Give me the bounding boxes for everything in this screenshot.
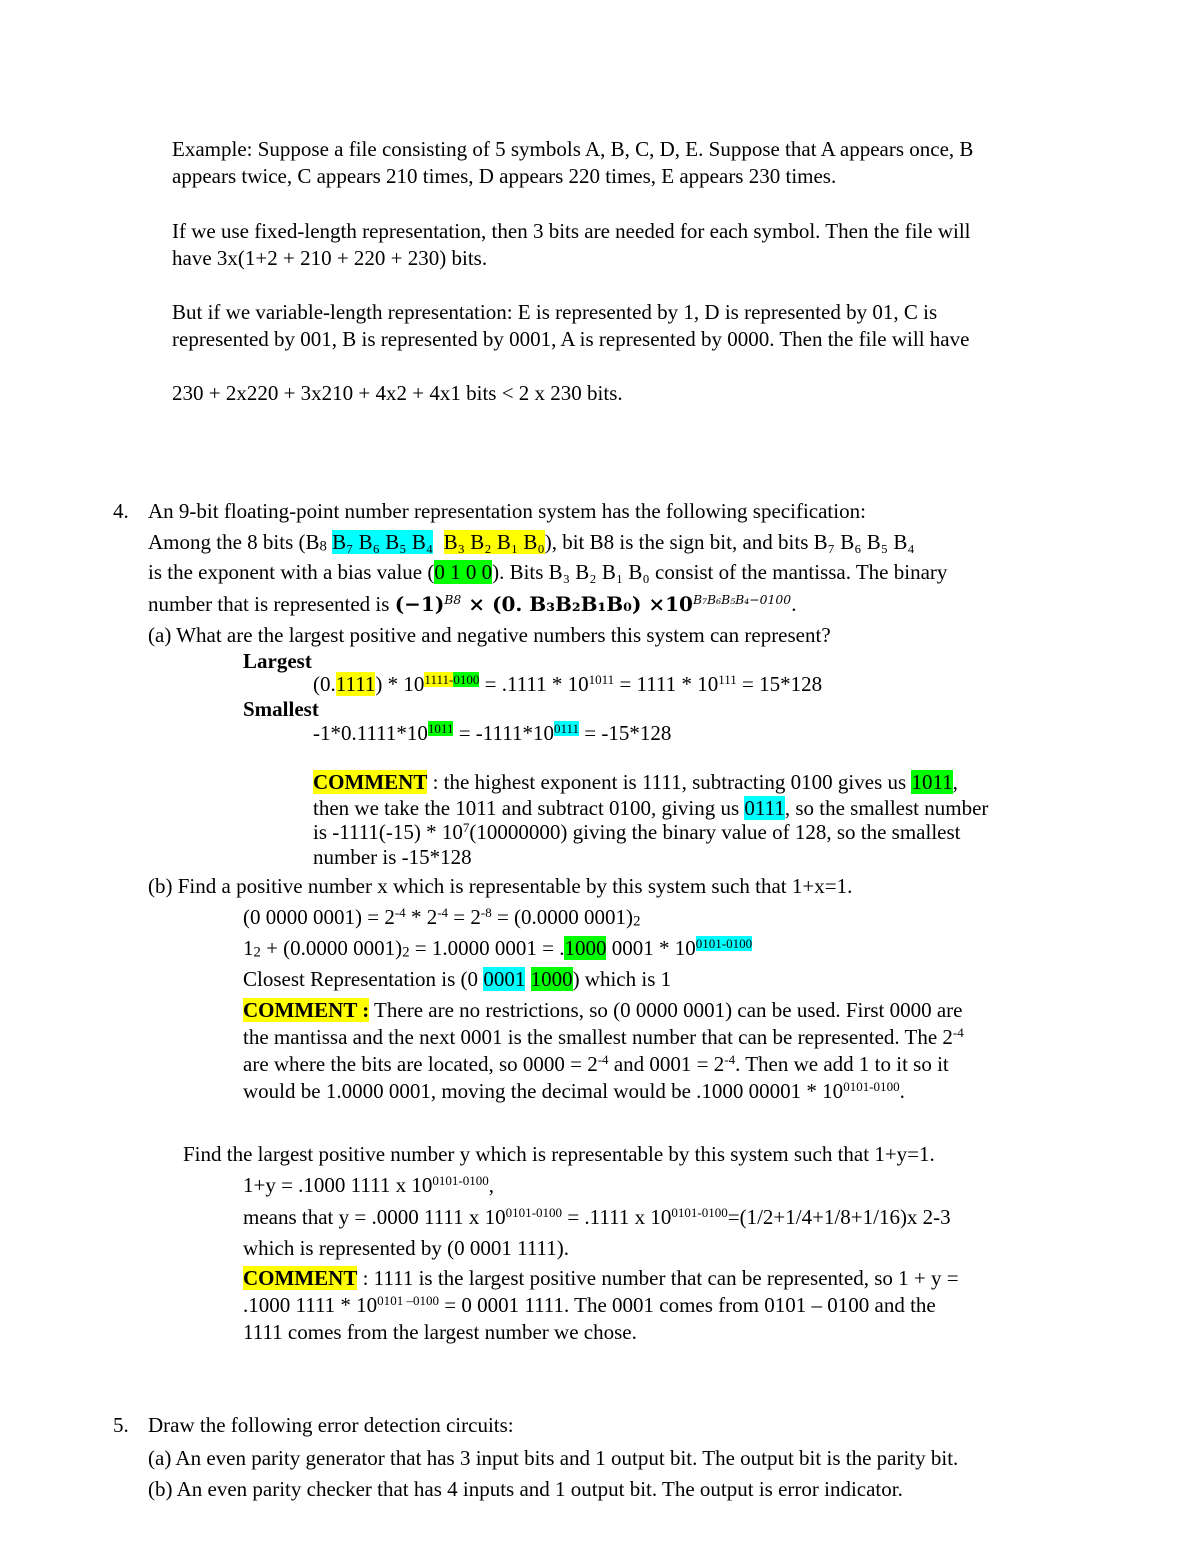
comment-label: COMMENT: [313, 770, 428, 794]
comment-b-line-2: the mantissa and the next 0001 is the smallest number that can be represented. The $2^{-4}$: [243, 1024, 964, 1049]
bias-highlight: 0 1 0 0: [434, 560, 493, 584]
question-5-number: 5.: [113, 1413, 129, 1437]
question-5b: (b) An even parity checker that has 4 inputs and 1 output bit. The output is error indicator.: [148, 1477, 903, 1501]
smallest-calculation: $-1*0.1111*10^{1011} = -1111*10^{0111} = -15*128$: [313, 720, 672, 745]
q4-bias-line: is the exponent with a bias value (0 1 0 0). Bits B₃ B₂ B₁ B₀ consist of the mantissa. The binary: [148, 560, 948, 584]
question-5a: (a) An even parity generator that has 3 input bits and 1 output bit. The output bit is the parity bit.: [148, 1446, 959, 1470]
y-calc-line-1: 1+y = .1000 1111 x $10^{0101-0100}$,: [243, 1172, 495, 1197]
fixed-length-line-1: If we use fixed-length representation, then 3 bits are needed for each symbol. Then the file will: [172, 219, 971, 243]
fixed-length-line-2: have 3x(1+2 + 210 + 220 + 230) bits.: [172, 246, 488, 270]
question-4-number: 4.: [113, 499, 129, 523]
comment-a-line-1: COMMENT : the highest exponent is 1111, subtracting 0100 gives us 1011,: [313, 770, 958, 794]
question-4a: (a) What are the largest positive and negative numbers this system can represent?: [148, 623, 831, 647]
closest-representation: Closest Representation is (0 0001 1000) which is 1: [243, 967, 672, 991]
comment-y-line-2: .1000 $1111 * 10^{0101 -0100} = 0$ 0001 1111. The 0001 comes from 0101 – 0100 and the: [243, 1292, 936, 1317]
q4-bit-layout-line: Among the 8 bits ($B_8$ B₇ B₆ B₅ B₄ B₃ B₂ B₁ B₀), bit B8 is the sign bit, and bits B₇ B₆ B₅ B₄: [148, 530, 915, 555]
b-calc-line-1: (0 0000 $0001) = 2^{-4} * 2^{-4} = 2^{-8} = (0.0000$ $0001)_2$: [243, 904, 641, 930]
mantissa-bits-highlight: B₃ B₂ B₁ B₀: [443, 530, 545, 554]
y-representation: which is represented by (0 0001 1111).: [243, 1236, 570, 1260]
question-4-statement: An 9-bit floating-point number representation system has the following specification:: [148, 499, 866, 523]
comment-y-line-1: COMMENT : 1111 is the largest positive number that can be represented, so 1 + y =: [243, 1266, 959, 1290]
q4-formula-line: number that is represented is $(-1)^{B8} \times (0$. $B_3B_2B_1B_0) \times 10^{B_7B_6B_5B_4-0100}$.: [148, 592, 797, 616]
comment-a-line-2: then we take the 1011 and subtract 0100, giving us 0111, so the smallest number: [313, 796, 989, 820]
comment-a-line-4: number is -15*128: [313, 845, 472, 869]
question-4y: Find the largest positive number y which is representable by this system such that 1+y=1.: [183, 1142, 935, 1166]
smallest-label: Smallest: [243, 697, 319, 721]
comment-b-line-1: COMMENT : There are no restrictions, so (0 0000 0001) can be used. First 0000 are: [243, 998, 963, 1022]
exponent-bits-highlight: B₇ B₆ B₅ B₄: [332, 530, 434, 554]
representation-formula: $(-1)^{B8} \times (0$. $B_3B_2B_1B_0) \times 10^{B_7B_6B_5B_4-0100}$: [394, 592, 792, 616]
comment-b-line-3: are where the bits are located, so $0000 = 2^{-4}$ and $0001 = 2^{-4}$. Then we add 1 to it so it: [243, 1051, 949, 1076]
question-4b: (b) Find a positive number x which is representable by this system such that 1+x=1.: [148, 874, 853, 898]
variable-length-line-2: represented by 001, B is represented by 0001, A is represented by 0000. Then the file will have: [172, 327, 970, 351]
largest-label: Largest: [243, 649, 312, 673]
comment-y-line-3: 1111 comes from the largest number we chose.: [243, 1320, 637, 1344]
largest-calculation: $(0.1111) * 10^{1111-0100} = .1111 * 10^{1011} = 1111 * 10^{111} = 15*128$: [313, 671, 823, 696]
example-line-2: appears twice, C appears 210 times, D appears 220 times, E appears 230 times.: [172, 164, 837, 188]
b-calc-line-2: $1_2 + (0.0000$ $0001)_2 = 1.0000$ 0001 = .1000 $0001 * 10^{0101-0100}$: [243, 935, 753, 961]
example-line-1: Example: Suppose a file consisting of 5 symbols A, B, C, D, E. Suppose that A appears once, B: [172, 137, 974, 161]
comment-b-line-4: would be 1.0000 0001, moving the decimal would be .1000 $00001 * 10^{0101-0100}$.: [243, 1078, 905, 1103]
variable-length-line-1: But if we variable-length representation: E is represented by 1, D is represented by 01, C is: [172, 300, 938, 324]
bit-count-comparison: 230 + 2x220 + 3x210 + 4x2 + 4x1 bits < 2 x 230 bits.: [172, 381, 623, 405]
question-5-statement: Draw the following error detection circuits:: [148, 1413, 514, 1437]
comment-a-line-3: is $-1111(-15) * 10^7(10000000)$ giving the binary value of 128, so the smallest: [313, 819, 961, 844]
y-calc-line-2: means that y = .0000 1111 x $10^{0101-0100} = .1111$ x $10^{0101-0100}=(1/2+1/4+1/8+1/16)x$ 2-3: [243, 1204, 951, 1229]
